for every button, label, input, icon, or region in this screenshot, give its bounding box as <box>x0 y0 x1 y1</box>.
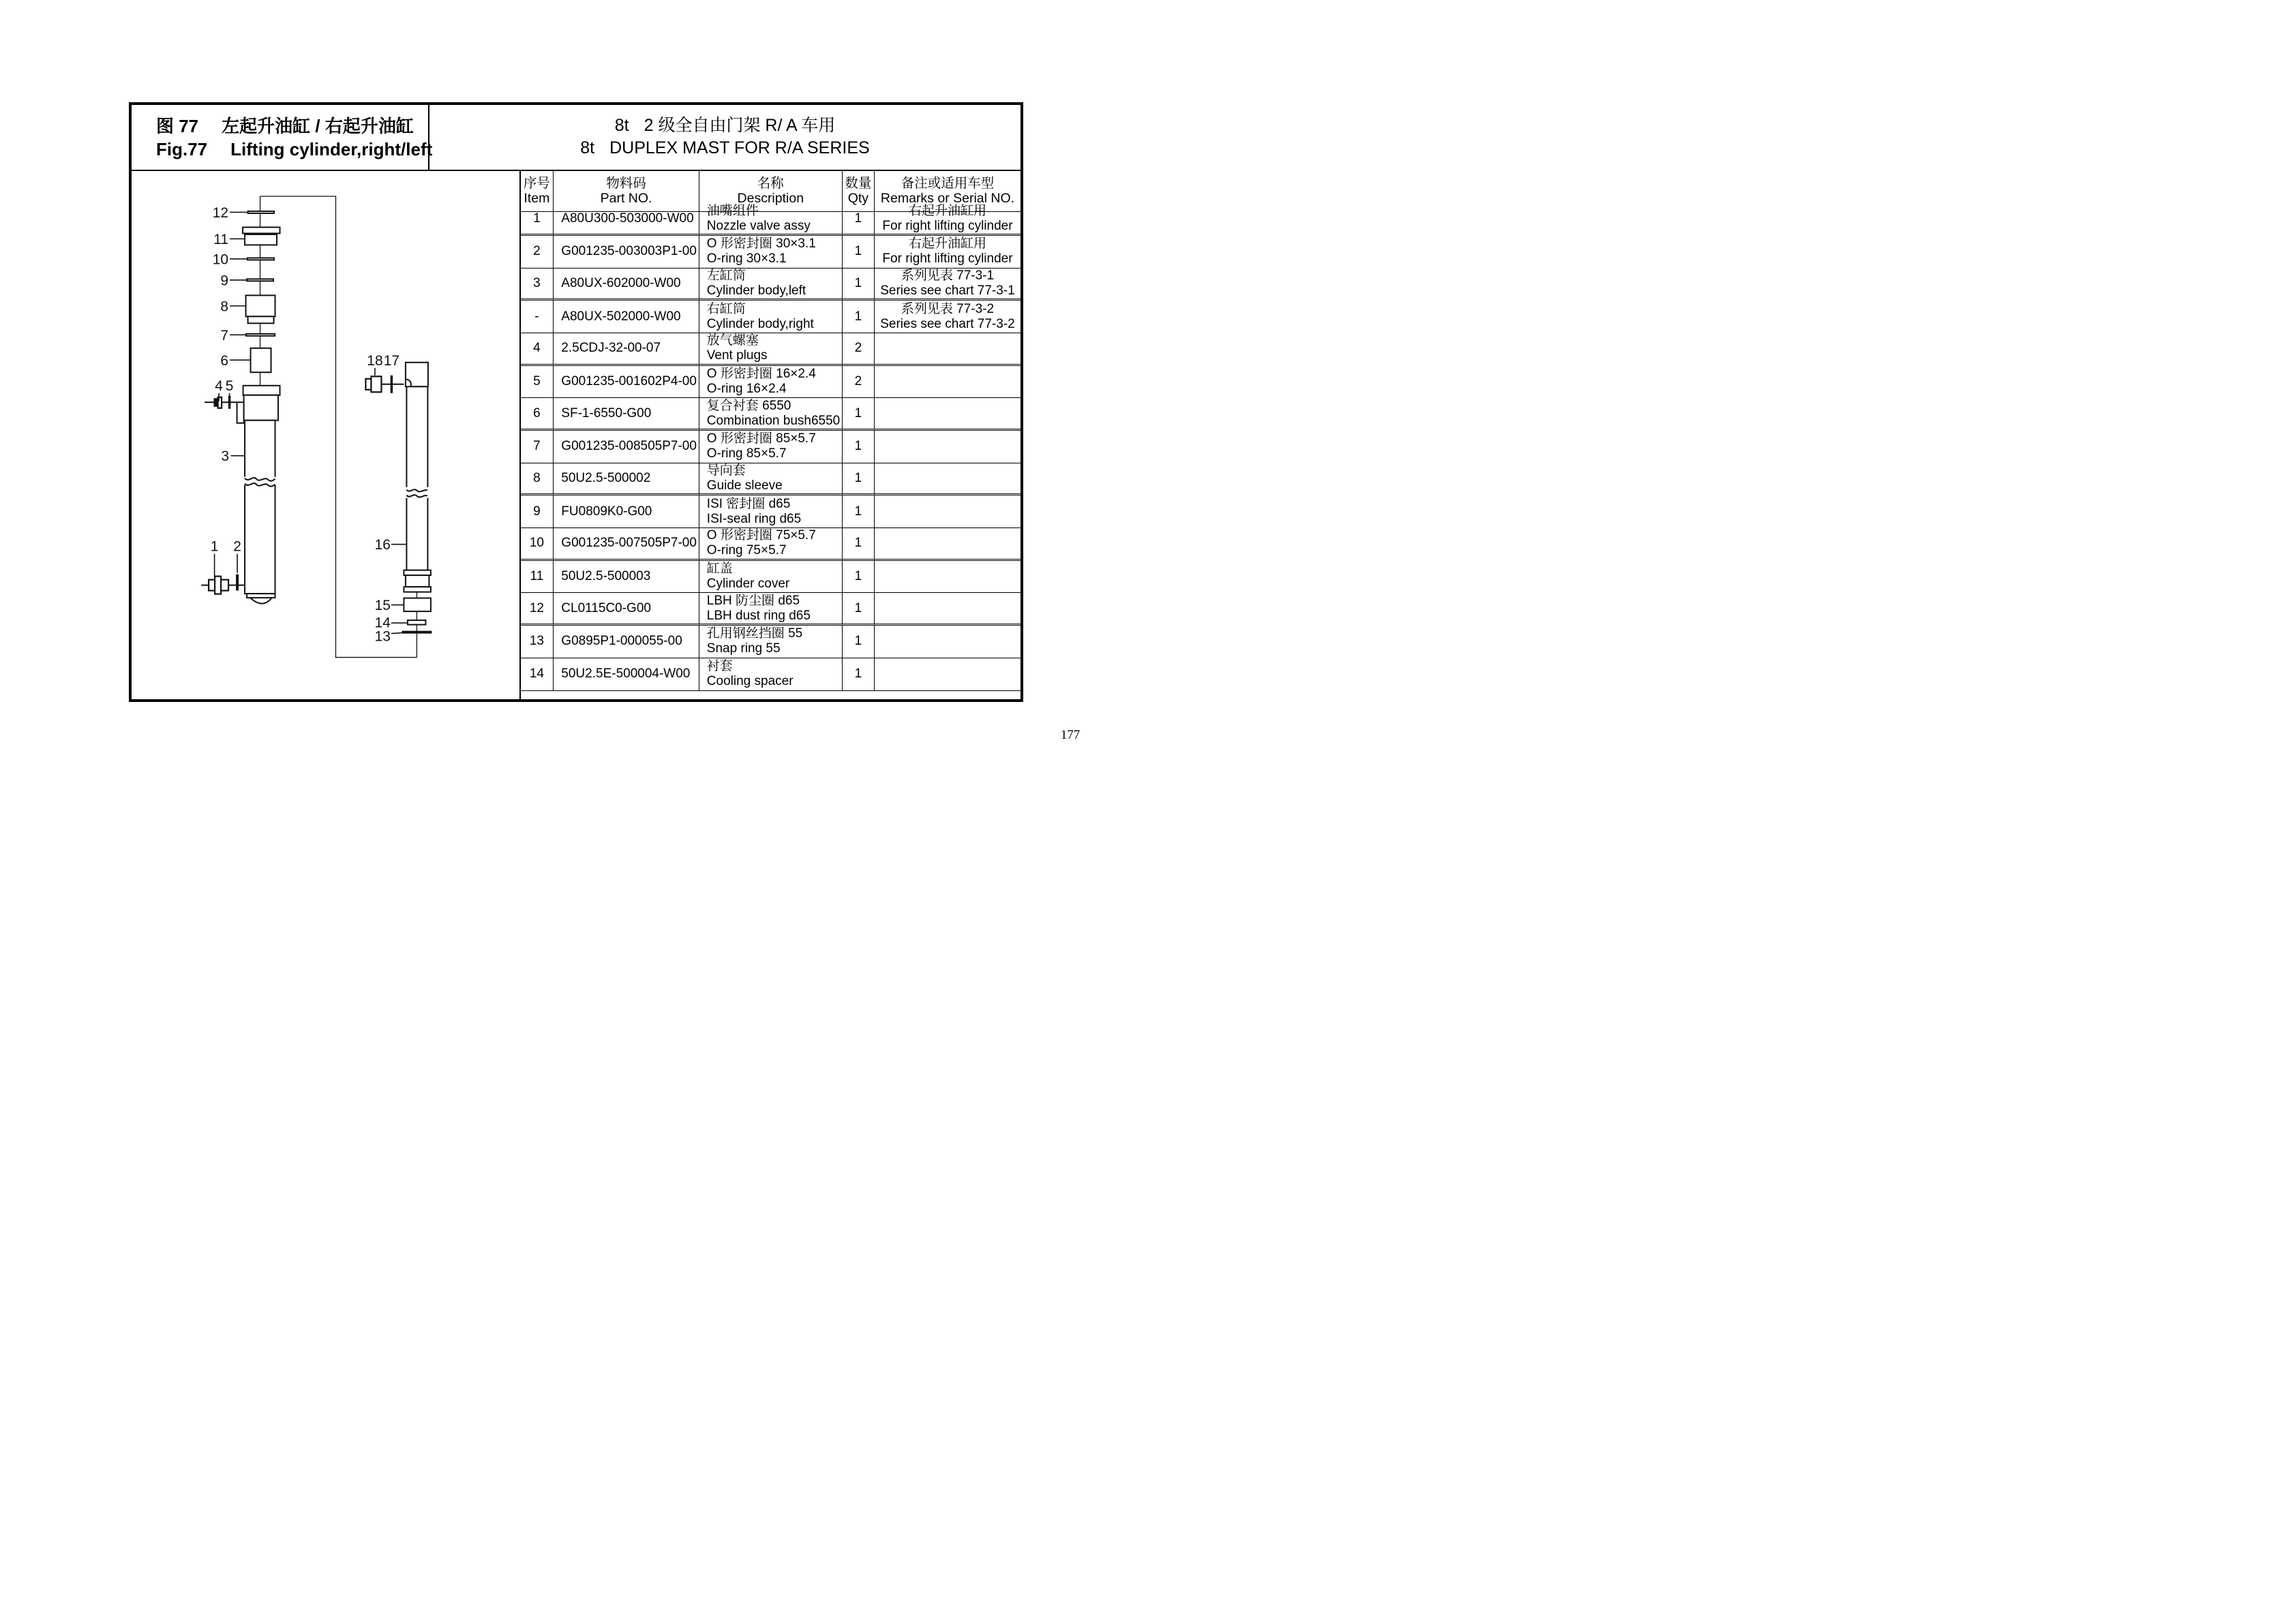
item-number: 1 <box>533 211 541 226</box>
remark-en: For right lifting cylinder <box>882 251 1013 266</box>
part-number: FU0809K0-G00 <box>561 504 652 519</box>
cell-item <box>521 561 554 594</box>
description-en: Cooling spacer <box>706 674 794 689</box>
callout-15: 15 <box>374 597 391 613</box>
cell-description <box>699 593 843 626</box>
description-cn: O 形密封圈 75×5.7 <box>706 528 816 543</box>
part-number: A80UX-502000-W00 <box>561 309 681 324</box>
item-number: 5 <box>533 373 541 388</box>
callout-13: 13 <box>374 628 391 645</box>
cell-description <box>699 366 843 399</box>
cell-remarks <box>875 495 1021 528</box>
cell-part-no <box>554 626 699 658</box>
cylinder-port-block <box>237 402 244 423</box>
content-frame <box>129 102 1023 702</box>
qty-value: 1 <box>854 634 862 649</box>
cell-item <box>521 431 554 463</box>
part-cylinder-cover-flange-11 <box>243 227 280 233</box>
rod-collar-flange-top <box>404 570 430 575</box>
cylinder-bottom-cap <box>247 594 275 603</box>
cell-remarks <box>875 398 1021 431</box>
cylinder-head <box>244 395 278 420</box>
part-number: A80U300-503000-W00 <box>561 211 694 226</box>
item-number: 7 <box>533 439 541 454</box>
callout-17: 17 <box>383 352 400 369</box>
item-number: 2 <box>533 244 541 259</box>
cell-part-no <box>554 463 699 496</box>
cell-remarks <box>875 301 1021 333</box>
part-number: 50U2.5E-500004-W00 <box>561 667 691 682</box>
col-header-remarks-en: Remarks or Serial NO. <box>880 191 1015 206</box>
qty-value: 1 <box>854 600 862 615</box>
cell-part-no <box>554 495 699 528</box>
cell-qty <box>843 203 875 236</box>
part-cylinder-cover-11 <box>245 234 277 244</box>
cell-description <box>699 333 843 366</box>
col-header-remarks-cn: 备注或适用车型 <box>901 176 995 191</box>
cell-remarks <box>875 333 1021 366</box>
figure-name-en: Lifting cylinder,right/left <box>230 139 433 159</box>
description-cn: 缸盖 <box>706 562 733 577</box>
part-guide-sleeve-8-lower <box>248 316 274 323</box>
part-nozzle-valve-1b <box>215 576 221 594</box>
cell-remarks <box>875 203 1021 236</box>
callout-2: 2 <box>233 538 241 555</box>
part-number: G001235-007505P7-00 <box>561 536 697 551</box>
figure-title-en <box>156 138 433 161</box>
cell-qty <box>843 658 875 691</box>
connector-line <box>260 196 417 657</box>
part-number: 2.5CDJ-32-00-07 <box>561 341 661 356</box>
cell-item <box>521 236 554 269</box>
cell-part-no <box>554 333 699 366</box>
callout-8: 8 <box>220 298 229 314</box>
cell-description <box>699 203 843 236</box>
part-dust-ring-12 <box>248 211 274 213</box>
description-en: O-ring 30×3.1 <box>706 251 787 266</box>
figure-name-cn: 左起升油缸 / 右起升油缸 <box>222 116 414 136</box>
callout-14: 14 <box>374 615 391 631</box>
description-cn: 左缸筒 <box>706 268 746 283</box>
cell-qty <box>843 236 875 269</box>
remark-en: Series see chart 77-3-2 <box>880 316 1015 331</box>
part-cooling-spacer-14 <box>408 620 425 624</box>
col-header-description-cn: 名称 <box>757 176 784 191</box>
cylinder-break-lines <box>244 476 276 486</box>
part-number: G001235-008505P7-00 <box>561 439 697 454</box>
cell-part-no <box>554 561 699 594</box>
cell-item <box>521 528 554 561</box>
cell-qty <box>843 431 875 463</box>
piston-rod-upper <box>406 386 427 488</box>
description-en: Vent plugs <box>706 348 768 363</box>
page-number: 177 <box>1060 728 1081 742</box>
cylinder-body-upper <box>245 420 275 478</box>
cell-part-no <box>554 203 699 236</box>
cell-qty <box>843 269 875 301</box>
parts-table <box>519 171 1021 700</box>
cell-part-no <box>554 366 699 399</box>
figure-title-cn <box>156 114 428 138</box>
description-en: Nozzle valve assy <box>706 218 811 233</box>
part-number: G001235-003003P1-00 <box>561 244 697 259</box>
cell-remarks <box>875 528 1021 561</box>
part-number: G001235-001602P4-00 <box>561 373 697 388</box>
qty-value: 1 <box>854 244 862 259</box>
description-en: Cylinder body,left <box>706 283 806 298</box>
col-header-qty-en: Qty <box>847 191 869 206</box>
remark-cn: 右起升油缸用 <box>908 203 986 218</box>
description-en: Combination bush6550 <box>706 413 841 428</box>
cell-remarks <box>875 561 1021 594</box>
col-header-partno-en: Part NO. <box>600 191 652 206</box>
cell-description <box>699 431 843 463</box>
cell-part-no <box>554 593 699 626</box>
cell-item <box>521 593 554 626</box>
piston-rod-lower <box>406 497 427 570</box>
col-header-item-en: Item <box>524 191 550 206</box>
description-cn: O 形密封圈 16×2.4 <box>706 366 816 381</box>
qty-value: 1 <box>854 536 862 551</box>
cell-item <box>521 463 554 496</box>
rod-break-lines <box>406 487 428 498</box>
cell-item <box>521 626 554 658</box>
item-number: 8 <box>533 471 541 486</box>
model-name-en: DUPLEX MAST FOR R/A SERIES <box>609 138 870 158</box>
part-seal-ring-9 <box>247 279 273 281</box>
part-bush-6 <box>251 348 271 371</box>
qty-value: 1 <box>854 471 862 486</box>
callout-18: 18 <box>367 352 383 369</box>
cell-remarks <box>875 236 1021 269</box>
cell-part-no <box>554 236 699 269</box>
description-en: O-ring 85×5.7 <box>706 446 787 461</box>
qty-value: 1 <box>854 406 862 420</box>
part-number: CL0115C0-G00 <box>561 600 651 615</box>
model-title-cn <box>615 114 835 137</box>
description-cn: O 形密封圈 30×3.1 <box>706 236 816 251</box>
remark-en: Series see chart 77-3-1 <box>880 283 1015 298</box>
part-nozzle-valve-1a <box>209 579 215 590</box>
part-fitting-18b <box>371 376 381 392</box>
callout-1: 1 <box>210 538 219 555</box>
cell-description <box>699 301 843 333</box>
catalog-page <box>0 0 1148 811</box>
cell-remarks <box>875 593 1021 626</box>
cell-qty <box>843 366 875 399</box>
callout-16: 16 <box>374 536 391 553</box>
cell-qty <box>843 626 875 658</box>
cell-item <box>521 658 554 691</box>
model-name-cn: 2 级全自由门架 R/ A 车用 <box>644 116 836 136</box>
cell-qty <box>843 528 875 561</box>
part-number: 50U2.5-500003 <box>561 569 651 584</box>
qty-value: 1 <box>854 309 862 324</box>
cell-qty <box>843 333 875 366</box>
cell-part-no <box>554 658 699 691</box>
item-number: 3 <box>533 275 541 290</box>
leader-13 <box>391 632 402 633</box>
item-number: - <box>534 309 539 324</box>
item-number: 11 <box>530 569 544 584</box>
cell-description <box>699 236 843 269</box>
exploded-diagram <box>132 171 519 700</box>
cell-description <box>699 658 843 691</box>
part-oring-7 <box>246 333 275 335</box>
part-number: G0895P1-000055-00 <box>561 634 682 649</box>
qty-value: 1 <box>854 211 862 226</box>
callout-4: 4 <box>215 378 223 394</box>
cell-description <box>699 561 843 594</box>
description-cn: 导向套 <box>706 463 746 478</box>
callout-9: 9 <box>220 272 229 288</box>
cell-remarks <box>875 366 1021 399</box>
item-number: 14 <box>529 667 544 682</box>
description-en: O-ring 16×2.4 <box>706 381 787 396</box>
cell-part-no <box>554 301 699 333</box>
cell-item <box>521 495 554 528</box>
callout-11: 11 <box>213 231 229 247</box>
title-block <box>132 105 1021 171</box>
remark-cn: 右起升油缸用 <box>908 236 986 251</box>
cell-qty <box>843 398 875 431</box>
cell-item <box>521 366 554 399</box>
part-guide-sleeve-8 <box>246 295 275 316</box>
qty-value: 1 <box>854 569 862 584</box>
cell-remarks <box>875 626 1021 658</box>
cell-remarks <box>875 463 1021 496</box>
item-number: 6 <box>533 406 541 420</box>
cylinder-top-cap <box>243 385 280 395</box>
cell-item <box>521 333 554 366</box>
description-cn: 复合衬套 6550 <box>706 398 791 413</box>
model-prefix-cn: 8t <box>614 116 629 136</box>
description-en: ISI-seal ring d65 <box>706 511 802 526</box>
cell-remarks <box>875 269 1021 301</box>
callout-5: 5 <box>225 378 234 394</box>
item-number: 9 <box>533 504 541 519</box>
part-nozzle-valve-1c <box>221 579 228 590</box>
qty-value: 1 <box>854 275 862 290</box>
callout-10: 10 <box>212 251 229 267</box>
description-en: Guide sleeve <box>706 478 783 493</box>
cell-item <box>521 203 554 236</box>
rod-collar <box>406 575 429 587</box>
col-header-item-cn: 序号 <box>523 176 550 191</box>
cell-item <box>521 398 554 431</box>
description-cn: 衬套 <box>706 659 733 674</box>
cell-part-no <box>554 528 699 561</box>
item-number: 13 <box>529 634 544 649</box>
callout-3: 3 <box>221 448 230 464</box>
cell-qty <box>843 495 875 528</box>
part-oring-10 <box>247 258 274 260</box>
part-number: A80UX-602000-W00 <box>561 275 681 290</box>
cell-item <box>521 269 554 301</box>
description-cn: 右缸筒 <box>706 301 746 316</box>
remark-en: For right lifting cylinder <box>882 218 1013 233</box>
figure-number-cn: 图 77 <box>156 116 199 136</box>
model-title <box>429 105 1021 170</box>
description-en: Snap ring 55 <box>706 641 781 656</box>
item-number: 4 <box>533 341 541 356</box>
qty-value: 2 <box>854 373 862 388</box>
part-number: SF-1-6550-G00 <box>561 406 652 420</box>
description-cn: O 形密封圈 85×5.7 <box>706 431 816 446</box>
description-cn: 放气螺塞 <box>706 333 759 348</box>
model-title-en <box>580 137 869 159</box>
callout-12: 12 <box>212 204 229 221</box>
cylinder-body-lower <box>245 484 275 593</box>
cell-description <box>699 528 843 561</box>
page-body <box>132 171 1021 700</box>
cell-item <box>521 301 554 333</box>
rod-collar-flange-bottom <box>404 587 430 592</box>
description-cn: 油嘴组件 <box>706 203 759 218</box>
cell-part-no <box>554 269 699 301</box>
description-en: O-ring 75×5.7 <box>706 543 787 558</box>
figure-title <box>132 105 433 170</box>
description-cn: 孔用钢丝挡圈 55 <box>706 626 803 641</box>
description-cn: LBH 防尘圈 d65 <box>706 593 800 608</box>
cell-qty <box>843 593 875 626</box>
callout-7: 7 <box>220 327 229 343</box>
remark-cn: 系列见表 77-3-2 <box>901 301 995 316</box>
cell-qty <box>843 301 875 333</box>
cell-description <box>699 269 843 301</box>
description-cn: ISI 密封圈 d65 <box>706 496 791 511</box>
cell-description <box>699 626 843 658</box>
item-number: 12 <box>529 600 544 615</box>
description-en: Cylinder body,right <box>706 316 814 331</box>
qty-value: 1 <box>854 504 862 519</box>
qty-value: 1 <box>854 439 862 454</box>
cell-description <box>699 463 843 496</box>
cell-description <box>699 495 843 528</box>
cell-part-no <box>554 431 699 463</box>
part-number: 50U2.5-500002 <box>561 471 651 486</box>
cell-qty <box>843 561 875 594</box>
cell-part-no <box>554 398 699 431</box>
cell-remarks <box>875 658 1021 691</box>
description-en: LBH dust ring d65 <box>706 608 811 623</box>
qty-value: 1 <box>854 667 862 682</box>
model-prefix-en: 8t <box>580 138 595 158</box>
col-header-partno-cn: 物料码 <box>606 176 646 191</box>
col-header-description-en: Description <box>737 191 804 206</box>
col-header-qty-cn: 数量 <box>845 176 872 191</box>
part-fitting-18a <box>365 378 371 389</box>
cell-description <box>699 398 843 431</box>
remark-cn: 系列见表 77-3-1 <box>901 268 995 283</box>
item-number: 10 <box>529 536 544 551</box>
cell-qty <box>843 463 875 496</box>
part-spacer-15 <box>404 598 430 611</box>
qty-value: 2 <box>854 341 862 356</box>
cell-remarks <box>875 431 1021 463</box>
callout-6: 6 <box>220 352 229 369</box>
figure-number-en: Fig.77 <box>156 139 208 159</box>
description-en: Cylinder cover <box>706 577 790 592</box>
